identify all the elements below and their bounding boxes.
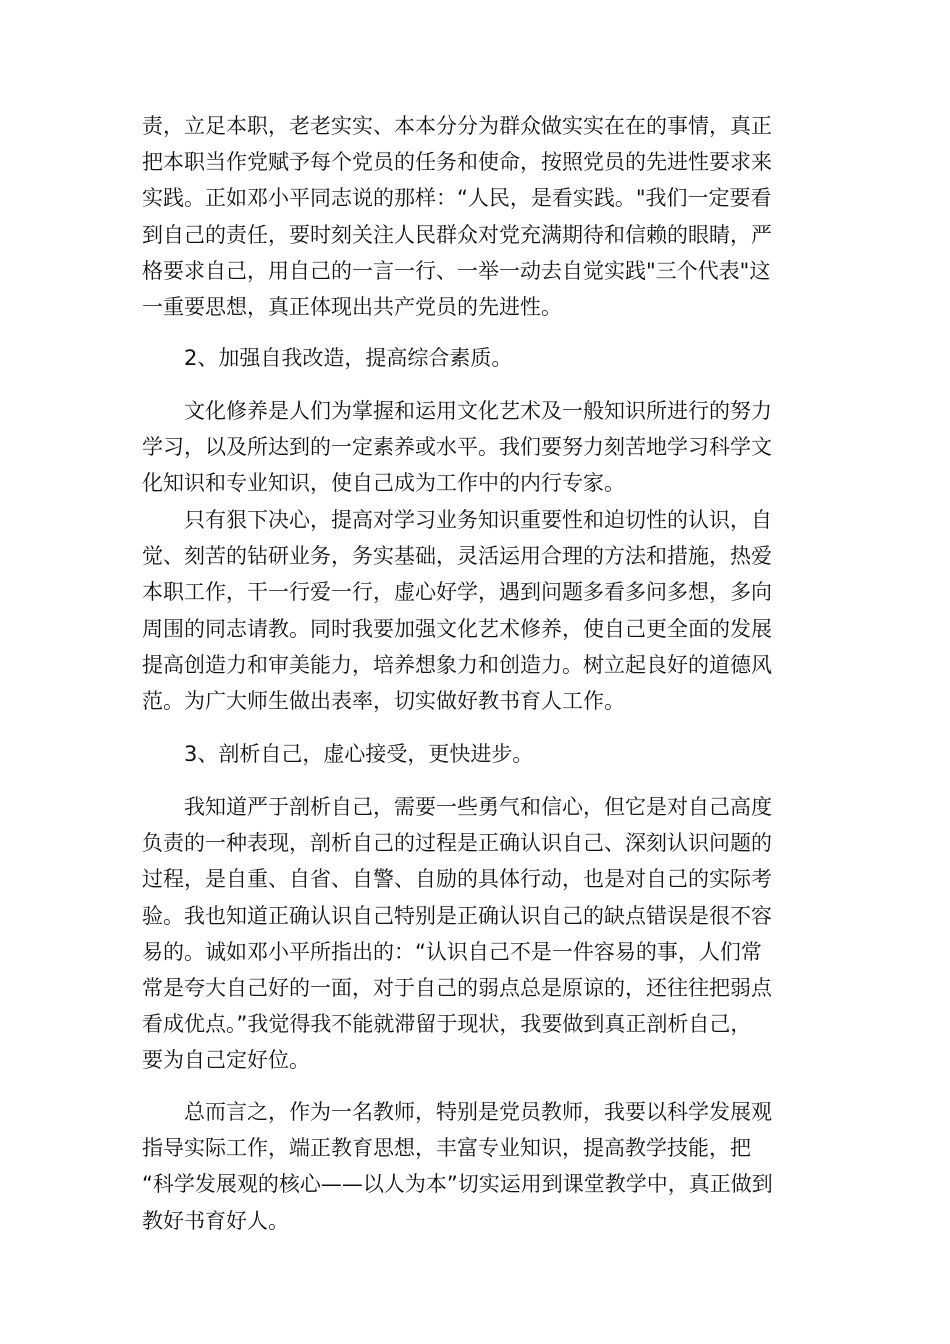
heading-text: 2、加强自我改造，提高综合素质。 (184, 346, 513, 370)
paragraph-line: 周围的同志请教。同时我要加强文化艺术修养，使自己更全面的发展 (142, 616, 772, 641)
paragraph-resolve (142, 502, 822, 719)
paragraph-line: 本职工作，干一行爱一行，虚心好学，遇到问题多看多问多想，多向 (142, 580, 772, 605)
paragraph-line: 学习，以及所达到的一定素养或水平。我们要努力刻苦地学习科学文 (142, 435, 772, 460)
paragraph-line: 过程，是自重、自省、自警、自励的具体行动，也是对自己的实际考 (142, 867, 772, 892)
paragraph-line: 提高创造力和审美能力，培养想象力和创造力。树立起良好的道德风 (142, 652, 772, 677)
paragraph-continued (142, 108, 822, 325)
paragraph-line: “科学发展观的核心——以人为本”切实运用到课堂教学中，真正做到 (142, 1172, 773, 1197)
paragraph-line: 实践。正如邓小平同志说的那样：“人民，是看实践。"我们一定要看 (142, 186, 772, 211)
paragraph-line: 验。我也知道正确认识自己特别是正确认识自己的缺点错误是很不容 (142, 903, 772, 928)
paragraph-line: 格要求自己，用自己的一言一行、一举一动去自觉实践"三个代表"这 (142, 258, 771, 283)
paragraph-culture (142, 393, 822, 502)
paragraph-line: 文化修养是人们为掌握和运用文化艺术及一般知识所进行的努力 (184, 399, 772, 423)
section-heading-2 (142, 340, 822, 376)
paragraph-line: 指导实际工作，端正教育思想，丰富专业知识，提高教学技能，把 (142, 1136, 751, 1161)
paragraph-line: 觉、刻苦的钻研业务，务实基础，灵活运用合理的方法和措施，热爱 (142, 544, 772, 569)
heading-text: 3、剖析自己，虚心接受，更快进步。 (184, 742, 534, 766)
paragraph-conclusion (142, 1094, 822, 1239)
paragraph-self-analysis (142, 789, 822, 1079)
paragraph-line: 看成优点。”我觉得我不能就滞留于现状，我要做到真正剖析自己， (142, 1012, 752, 1037)
paragraph-line: 范。为广大师生做出表率，切实做好教书育人工作。 (142, 688, 625, 713)
paragraph-line: 责，立足本职，老老实实、本本分分为群众做实实在在的事情，真正 (142, 114, 772, 138)
paragraph-line: 常是夸大自己好的一面，对于自己的弱点总是原谅的，还往往把弱点 (142, 975, 772, 1000)
paragraph-line: 总而言之，作为一名教师，特别是党员教师，我要以科学发展观 (184, 1100, 772, 1124)
paragraph-line: 到自己的责任，要时刻关注人民群众对党充满期待和信赖的眼睛，严 (142, 222, 772, 247)
paragraph-line: 一重要思想，真正体现出共产党员的先进性。 (142, 294, 562, 319)
paragraph-line: 负责的一种表现，剖析自己的过程是正确认识自己、深刻认识问题的 (142, 831, 772, 856)
paragraph-line: 要为自己定好位。 (142, 1048, 310, 1073)
section-heading-3 (142, 736, 822, 772)
paragraph-line: 我知道严于剖析自己，需要一些勇气和信心，但它是对自己高度 (184, 795, 772, 819)
paragraph-line: 易的。诚如邓小平所指出的：“认识自己不是一件容易的事，人们常 (142, 939, 762, 964)
paragraph-line: 化知识和专业知识，使自己成为工作中的内行专家。 (142, 471, 625, 496)
paragraph-line: 只有狠下决心，提高对学习业务知识重要性和迫切性的认识，自 (184, 508, 772, 532)
paragraph-line: 把本职当作党赋予每个党员的任务和使命，按照党员的先进性要求来 (142, 150, 772, 175)
paragraph-line: 教好书育好人。 (142, 1208, 289, 1233)
